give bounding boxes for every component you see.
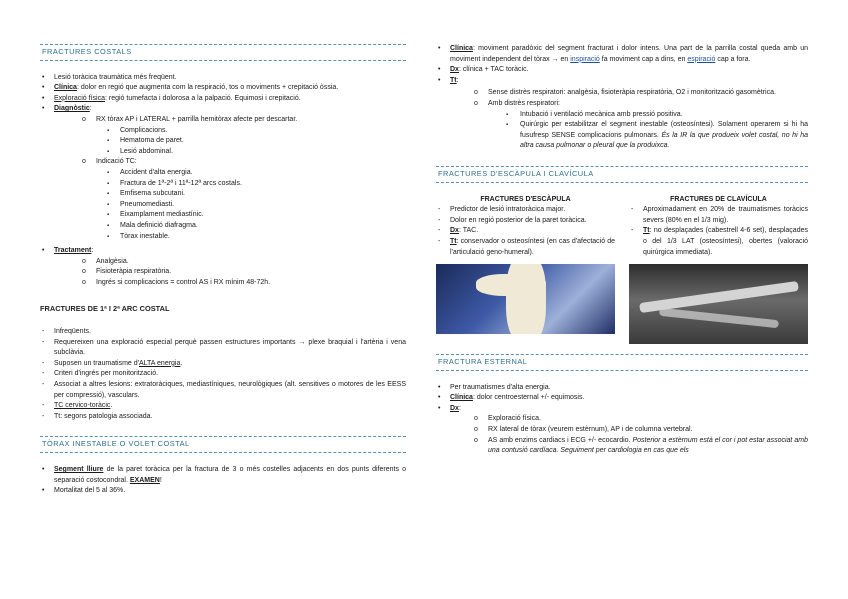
text: en [558,55,571,63]
list-item [40,210,406,221]
costal-list [40,73,406,289]
arrow-icon: → [298,338,306,346]
list-item [40,136,406,147]
text: Ingrés si complicacions = control AS i RX mínim 48-72h. [96,278,271,286]
text: Emfisema subcutani. [120,190,185,198]
label: Dx [450,404,459,412]
list-item [436,76,808,87]
arc-list [40,327,406,422]
shoulder-illustration [436,264,615,334]
list-item [40,83,406,94]
escapula-title: FRACTURES D'ESCÀPULA [480,195,571,203]
label: Segment lliure [54,466,104,473]
text: : moviment paradòxic del segment fracturat i dolor intens. Una part de la parrilla costal queda amb un moviment independent del tòrax [450,45,808,63]
list-item [40,401,406,412]
section-1-2-arc-title: FRACTURES DE 1ª I 2ª ARC COSTAL [40,304,170,314]
list-item [40,486,406,497]
label: Dx [450,227,459,235]
left-column [40,0,406,497]
text: Complicacions. [120,126,168,134]
list-item [40,278,406,289]
text: Quirúrgic per estabilitzar el segment inestable (osteosíntesi). Solament operarem si hi ha fusufresp SENSE complicacions pulmonars. [520,121,808,139]
label: Tractament [54,247,92,255]
text: espiració [687,55,716,63]
list-item [436,88,808,99]
text: : dolor en regió que augmenta com la respiració, tos o moviments + crepitació òssia. [76,84,339,92]
text: Hematoma de paret. [120,137,184,145]
label: Tt [643,227,650,235]
label: Tt [450,76,457,84]
text: Eixamplament mediastínic. [120,211,204,219]
label: Clínica [54,84,77,92]
text: Criteri d'ingrés per monitorització. [54,370,159,378]
text: Accident d'alta energia. [120,168,193,176]
text: : TAC. [458,227,479,235]
list-item [40,115,406,126]
text: Infreqüents. [54,328,91,336]
list-item [40,168,406,179]
label: Exploració física [54,94,105,102]
list-item [436,216,615,227]
text: ALTA energia [139,359,181,367]
list-item [40,147,406,158]
text: : [458,404,461,412]
list-item [436,414,808,425]
list-item [40,338,406,359]
list-item [40,200,406,211]
escapula-list [436,205,615,258]
text: Fisioteràpia respiratòria. [96,268,172,276]
list-item [436,436,808,457]
list-item [436,404,808,415]
text: inspiració [570,55,600,63]
text: Tt: segons patologia associada. [54,412,153,420]
list-item [40,257,406,268]
list-item [436,110,808,121]
text: Amb distrès respiratori: [488,99,560,107]
text: : [89,105,92,113]
list-item [40,412,406,423]
text: AS amb enzims cardiacs i ECG +/- ecocardio. [488,436,631,444]
list-item [436,205,615,216]
text: ! [159,476,162,484]
text: Lesió toràcica traumàtica més freqüent. [54,73,177,81]
list-item [40,73,406,84]
escapula-column [436,195,615,345]
text: Tòrax inestable. [120,232,170,240]
list-item [436,65,808,76]
list-item [40,465,406,486]
text: Pneumomediasti. [120,200,175,208]
arrow-icon: → [551,55,559,63]
text: Suposen un traumatisme d' [54,359,139,367]
text: : [456,76,459,84]
clavicle-xray [629,264,808,344]
text: cap a fora. [715,55,751,63]
list-item [436,393,808,404]
text: . [110,402,113,410]
list-item [40,246,406,257]
text: : clínica + TAC toràcic. [458,66,529,74]
text: Predictor de lesió intratoràcica major. [450,206,566,214]
text: És la IR la que produeix volet costal, no hi ha altra causa pulmonar o pleural que la produixca. [520,131,808,150]
text: : dolor centroesternal +/- equimosis. [472,394,585,402]
text: Mortalitat del 5 al 36%. [54,487,126,495]
text: Exploració física. [488,415,541,423]
text: EXAMEN [129,476,160,484]
escapula-clavicula-columns [436,195,808,345]
section-escapula-clavicula-title: FRACTURES D'ESCÀPULA I CLAVÍCULA [436,166,808,183]
text: : conservador o osteosíntesi (en cas d'afectació de l'articulació geno-humeral). [450,237,615,256]
list-item [40,126,406,137]
list-item [436,44,808,65]
clavicula-list [629,205,808,258]
text: . [180,359,183,367]
list-item [436,226,615,237]
list-item [40,221,406,232]
text: Dolor en regió posterior de la paret toràcica. [450,216,587,224]
list-item [40,179,406,190]
text: fa moviment cap a dins, en [599,55,688,63]
list-item [40,104,406,115]
text: Aproximadament en 20% de traumatismes toràcics severs (80% en el 1/3 mig). [643,206,808,224]
list-item [629,205,808,226]
text: Requereixen una exploració especial perquè passen estructures importants [54,338,299,346]
text: Sense distrès respiratori: analgèsia, fisioteràpia respiratòria, O2 i monitorització gasomètrica. [488,89,776,97]
clavicula-title: FRACTURES DE CLAVÍCULA [670,195,767,203]
section-fractura-esternal-title: FRACTURA ESTERNAL [436,354,808,371]
text: : no desplaçades (cabestrell 4-6 set), desplaçades o del 1/3 LAT (osteosíntesi), obertes (valoració quirúrgica immediata). [643,227,808,256]
volet-list [40,465,406,497]
text: RX lateral de tòrax (veurem estèrnum), AP i de columna vertebral. [488,426,693,434]
text: Indicació TC: [96,158,137,166]
text: Fractura de 1ª-2ª i 11ª-12ª arcs costals. [120,179,242,187]
text: plexe braquial i l'artèria i vena subclàvia. [54,338,406,357]
list-item [436,383,808,394]
rib-shape [659,308,779,328]
list-item [436,120,808,152]
text: Intubació i ventilació mecànica amb pressió positiva. [520,110,683,118]
label: Diagnòstic [54,105,90,113]
text: de la paret toràcica per la fractura de 3 o més costelles adjacents en dos punts diferents o separació costocondral. [54,466,407,484]
list-item [40,157,406,168]
list-item [436,99,808,110]
text: Lesió abdominal. [120,147,173,155]
text: : [91,247,94,255]
text: Mala definició diafragma. [120,221,198,229]
section-fractures-costals-title: FRACTURES COSTALS [40,44,406,61]
label: Tt [450,237,457,245]
right-column [436,0,808,457]
list-item [629,226,808,258]
list-item [40,327,406,338]
clavicula-column [629,195,808,345]
volet-cont-list [436,44,808,152]
label: Dx [450,66,459,74]
clavicle-shape [476,274,546,296]
text: Posterior a estèrnum està el cor i pot estar associat amb una contusió cardíaca. Seguiment per cardiologia en cas que els [488,436,808,455]
text: Analgèsia. [96,257,129,265]
text: : regió tumefacta i dolorosa a la palpació. Equimosi i crepitació. [104,94,301,102]
text: TC cervico-toràcic [54,402,111,410]
label: Clínica [450,45,473,52]
list-item [40,369,406,380]
list-item [40,359,406,370]
section-torax-inestable-title: TÒRAX INESTABLE O VOLET COSTAL [40,436,406,453]
list-item [40,189,406,200]
list-item [40,267,406,278]
text: Associat a altres lesions: extratoràciques, mediastíniques, neurològiques (alt. sensitives o motores de les EESS per compressió), vasculars. [54,381,406,399]
text: RX tòrax AP i LATERAL + parrilla hemitòrax afecte per descartar. [96,115,298,123]
list-item [40,232,406,243]
list-item [40,94,406,105]
label: Clínica [450,394,473,402]
list-item [436,425,808,436]
list-item [436,237,615,258]
list-item [40,380,406,401]
esternal-list [436,383,808,457]
text: Per traumatismes d'alta energia. [450,383,551,391]
